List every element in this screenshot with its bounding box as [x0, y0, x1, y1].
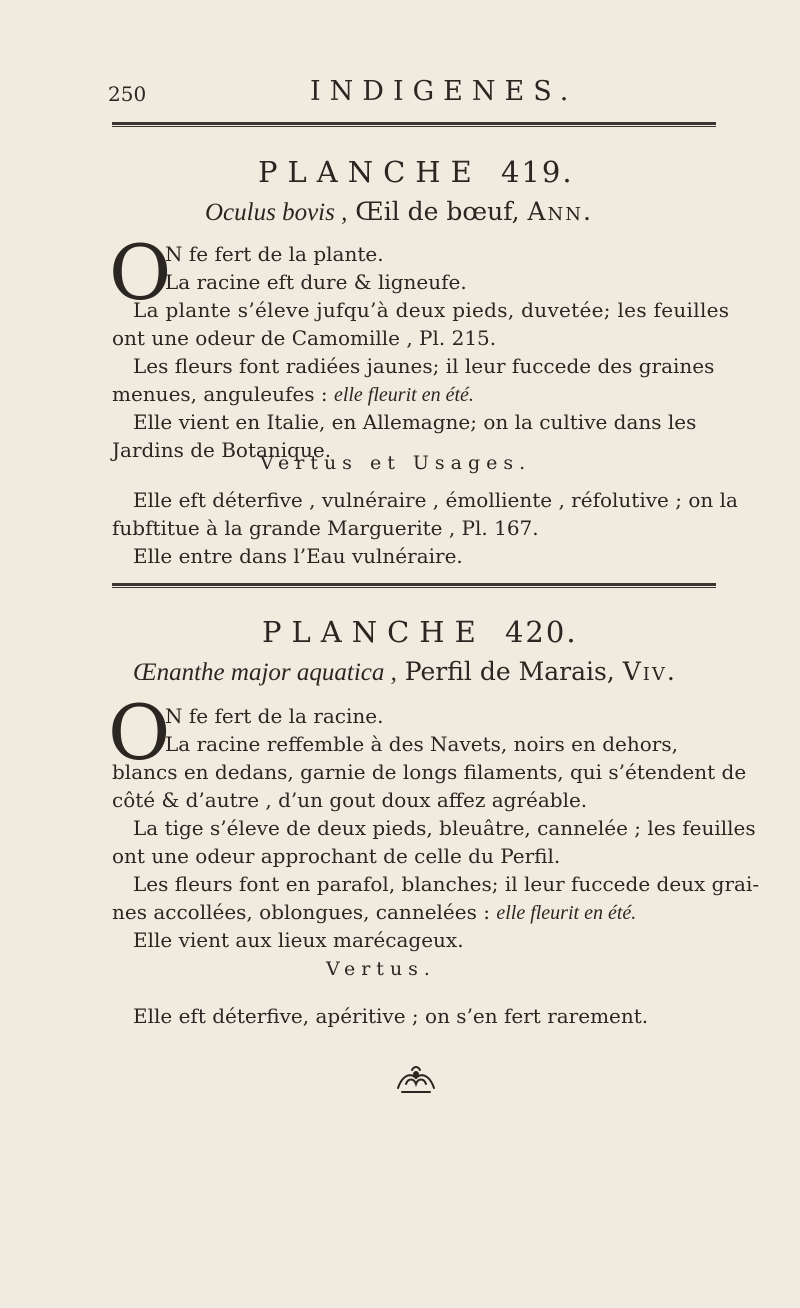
plant-title-419 [205, 197, 593, 227]
text-line: N fe fert de la plante. [165, 242, 384, 266]
section-divider [112, 583, 716, 589]
page-number: 250 [108, 82, 147, 106]
plate-label: PLANCHE [262, 615, 486, 649]
text-span: nes accollées, oblongues, cannelées : [112, 900, 497, 924]
drop-cap: O [108, 688, 171, 777]
plate-number: 420. [504, 615, 578, 649]
text-line: N fe fert de la racine. [165, 704, 384, 728]
plate-heading-419 [258, 155, 574, 189]
text-line: Elle eft déterfive, apéritive ; on s’en fert rarement. [133, 1004, 649, 1028]
flowering-note: elle fleurit en été. [333, 384, 474, 406]
text-line: Elle eft déterfive , vulnéraire , émolliente , réfolutive ; on la [133, 488, 738, 512]
plate-label: PLANCHE [258, 155, 482, 189]
section-heading: Vertus et Usages. [260, 452, 532, 474]
text-line: La racine reffemble à des Navets, noirs en dehors, [165, 732, 678, 756]
running-title: INDIGENES. [310, 76, 578, 107]
latin-name: Œnanthe major aquatica , [133, 659, 397, 686]
text-line: La plante s’éleve jufqu’à deux pieds, duvetée; les feuilles [133, 298, 730, 322]
fleuron-ornament-icon [392, 1062, 440, 1096]
drop-cap: O [109, 228, 172, 317]
text-line: La racine eft dure & ligneufe. [165, 270, 467, 294]
section-divider [112, 122, 716, 128]
text-line: Jardins de Botanique. [112, 438, 332, 462]
text-line: Elle vient en Italie, en Allemagne; on la cultive dans les [133, 410, 697, 434]
text-line: ont une odeur de Camomille , Pl. 215. [112, 326, 497, 350]
text-line: Elle entre dans l’Eau vulnéraire. [133, 544, 463, 568]
plate-number: 419. [500, 155, 574, 189]
text-line: côté & d’autre , d’un gout doux affez agréable. [112, 788, 588, 812]
flowering-note: elle fleurit en été. [496, 902, 637, 924]
text-span: menues, anguleufes : [112, 382, 334, 406]
text-line: Les fleurs font radiées jaunes; il leur fuccede des graines [133, 354, 715, 378]
authority: Ann. [527, 197, 594, 226]
text-line [112, 380, 474, 409]
text-line: ont une odeur approchant de celle du Perfil. [112, 844, 561, 868]
text-line: fubftitue à la grande Marguerite , Pl. 167. [112, 516, 539, 540]
authority: Viv. [622, 657, 677, 686]
plate-heading-420 [262, 615, 578, 649]
text-line: La tige s’éleve de deux pieds, bleuâtre, cannelée ; les feuilles [133, 816, 756, 840]
french-name: Perfil de Marais, [396, 657, 623, 686]
text-line: Les fleurs font en parafol, blanches; il leur fuccede deux grai- [133, 872, 760, 896]
text-line [112, 898, 636, 927]
plant-title-420 [133, 657, 677, 687]
text-line: Elle vient aux lieux marécageux. [133, 928, 464, 952]
text-line: blancs en dedans, garnie de longs filaments, qui s’étendent de [112, 760, 747, 784]
section-heading: Vertus. [326, 958, 436, 980]
french-name: Œil de bœuf, [347, 197, 528, 226]
latin-name: Oculus bovis , [205, 199, 348, 226]
